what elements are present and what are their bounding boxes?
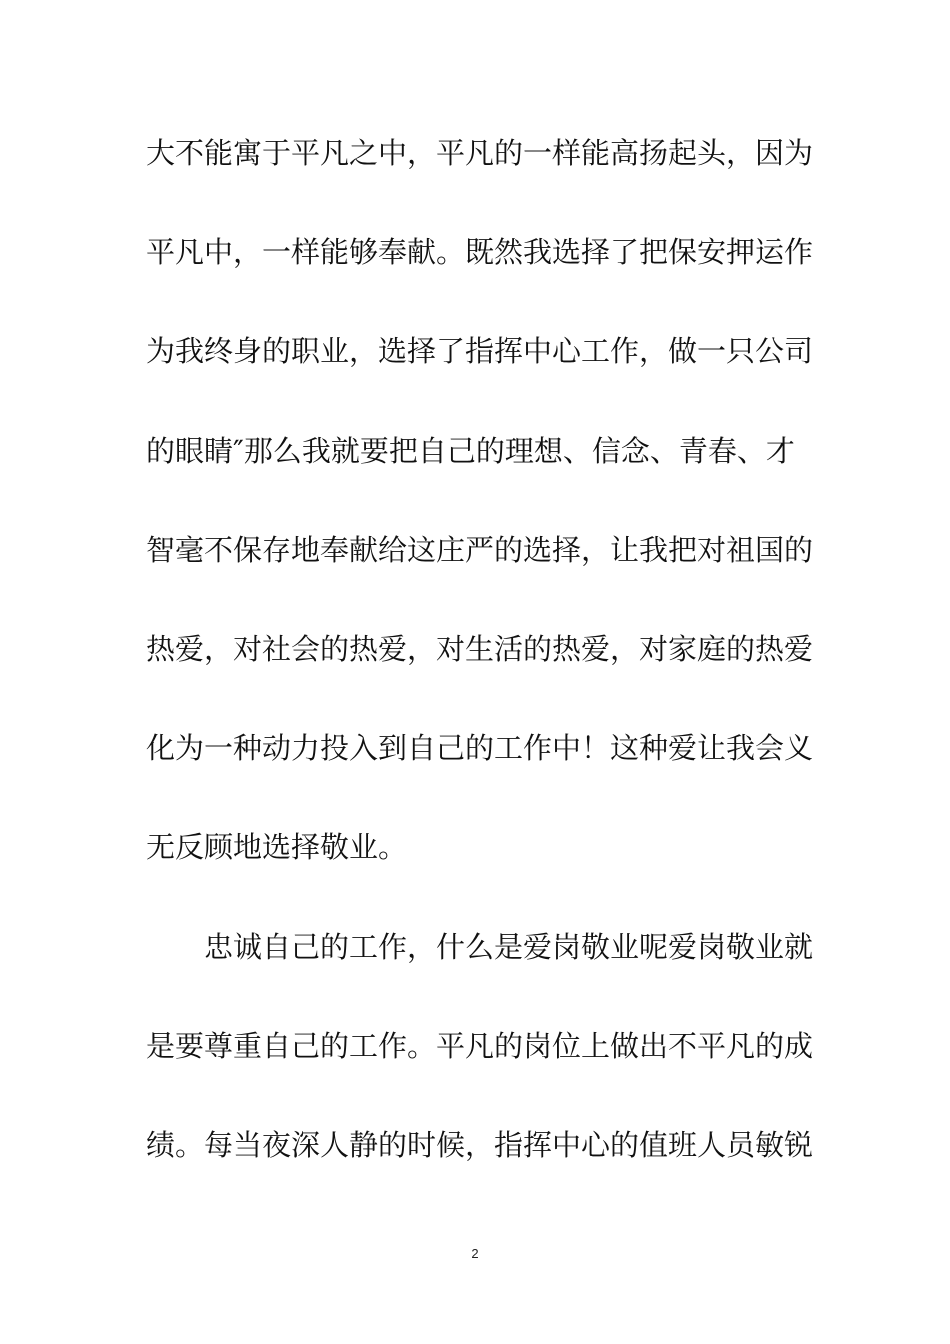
text-line: 为我终身的职业，选择了指挥中心工作，做一只公司	[146, 334, 814, 369]
text-line: 无反顾地选择敬业。	[146, 830, 408, 865]
text-line: 平凡中，一样能够奉献。既然我选择了把保安押运作	[146, 235, 814, 270]
text-line: 大不能寓于平凡之中，平凡的一样能高扬起头，因为	[146, 136, 814, 170]
body-text	[146, 125, 814, 1216]
text-line: 是要尊重自己的工作。平凡的岗位上做出不平凡的成	[146, 1028, 814, 1063]
text-line: 绩。每当夜深人静的时候，指挥中心的值班人员敏锐	[146, 1127, 814, 1162]
text-line: 的眼睛″那么我就要把自己的理想、信念、青春、才	[146, 433, 795, 468]
text-line: 化为一种动力投入到自己的工作中！这种爱让我会义	[146, 731, 814, 766]
page-number: 2	[471, 1246, 479, 1261]
text-line-paragraph-start: 忠诚自己的工作，什么是爱岗敬业呢爱岗敬业就	[204, 929, 814, 964]
text-line: 智毫不保存地奉献给这庄严的选择，让我把对祖国的	[146, 532, 814, 567]
text-line: 热爱，对社会的热爱，对生活的热爱，对家庭的热爱	[146, 631, 814, 666]
